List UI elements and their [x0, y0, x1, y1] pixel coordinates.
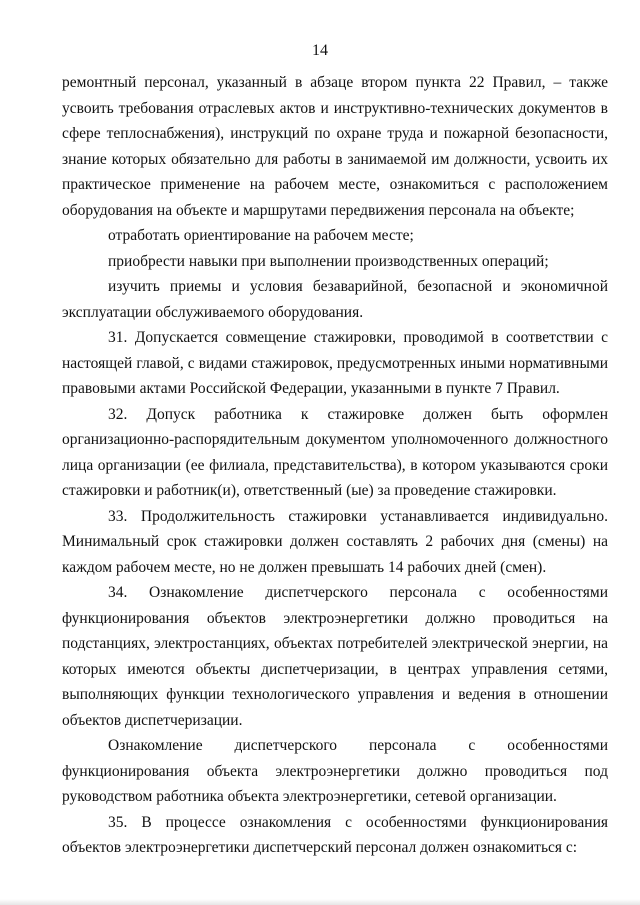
document-body — [62, 70, 608, 861]
scan-edge — [0, 899, 640, 905]
paragraph-item-31: 31. Допускается совмещение стажировки, проводимой в соответствии с настоящей главой, с видами стажировок, предусмотренных иными нормативными правовыми актами Российской Федерации, указанными в пункте 7 Правил. — [62, 329, 608, 397]
paragraph-item-35: 35. В процессе ознакомления с особенностями функционирования объектов электроэнергетики диспетчерский персонал должен ознакомиться с: — [62, 813, 608, 856]
paragraph: изучить приемы и условия безаварийной, безопасной и экономичной эксплуатации обслуживаемого оборудования. — [62, 278, 608, 321]
paragraph: отработать ориентирование на рабочем месте; — [108, 227, 414, 244]
paragraph: ремонтный персонал, указанный в абзаце втором пункта 22 Правил, – также усвоить требования отраслевых актов и инструктивно-технических документов в сфере теплоснабжения), инструкций по охране труда и пожарной безопасности, знание которых обязательно для работы в занимаемой им должности, усвоить их практическое применение на рабочем месте, ознакомиться с расположением оборудования на объекте и маршрутами передвижения персонала на объекте; — [62, 74, 608, 219]
paragraph-item-32: 32. Допуск работника к стажировке должен быть оформлен организационно-распорядительным документом уполномоченного должностного лица организации (ее филиала, представительства), в котором указываются сроки стажировки и работник(и), ответственный (ые) за проведение стажировки. — [62, 405, 608, 499]
paragraph-item-33: 33. Продолжительность стажировки устанавливается индивидуально. Минимальный срок стажировки должен составлять 2 рабочих дня (смены) на каждом рабочем месте, но не должен превышать 14 рабочих дней (смен). — [62, 507, 608, 576]
paragraph: приобрести навыки при выполнении производственных операций; — [108, 252, 549, 270]
paragraph: Ознакомление диспетчерского персонала с особенностями функционирования объекта электроэнергетики должно проводиться под руководством работника объекта электроэнергетики, сетевой организации. — [62, 737, 608, 805]
paragraph-item-34: 34. Ознакомление диспетчерского персонала с особенностями функционирования объектов электроэнергетики должно проводиться на подстанциях, электростанциях, объектах потребителей электрической энергии, на которых имеются объекты диспетчеризации, в центрах управления сетями, выполняющих функции технологического управления и ведения в отношении объектов диспетчеризации. — [62, 584, 608, 729]
page-number: 14 — [312, 42, 328, 59]
